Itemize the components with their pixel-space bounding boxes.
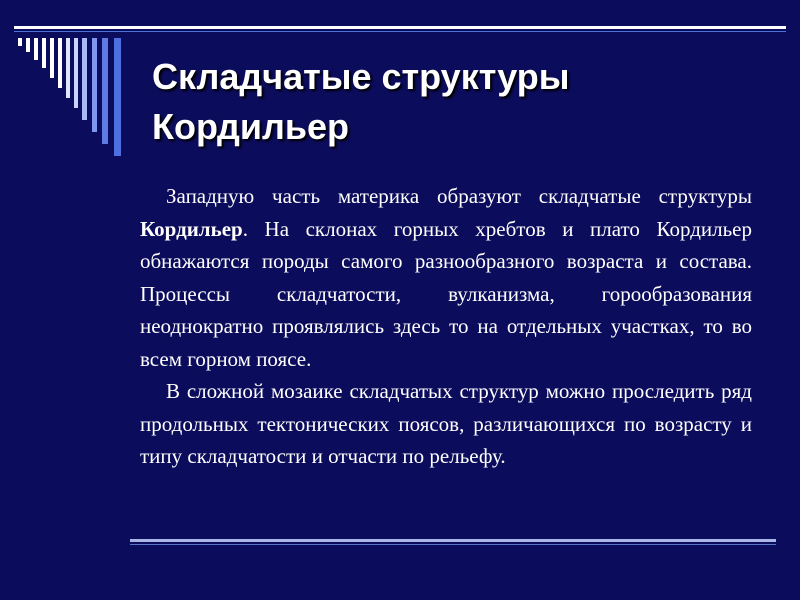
- bottom-divider-accent: [130, 544, 776, 545]
- slide-title: Складчатые структуры Кордильер: [152, 56, 570, 147]
- paragraph-1-rest: . На склонах горных хребтов и плато Кордильер обнажаются породы самого разнообразного возраста и состава. Процессы складчатости, вулканизма, горообразования неоднократно проявлялись здесь то на отдельных участках, то во всем горном поясе.: [140, 216, 752, 371]
- paragraph-2: В сложной мозаике складчатых структур можно проследить ряд продольных тектонических поясов, различающихся по возрасту и типу складчатости и отчасти по рельефу.: [140, 379, 752, 468]
- decorative-stripes: [0, 0, 140, 170]
- paragraph-1-start: Западную часть материка образуют складчатые структуры: [166, 184, 752, 208]
- slide-body: [140, 180, 752, 473]
- paragraph-1: [140, 180, 752, 375]
- bottom-divider-line: [130, 539, 776, 542]
- paragraph-1-bold-term: Кордильер: [140, 216, 243, 241]
